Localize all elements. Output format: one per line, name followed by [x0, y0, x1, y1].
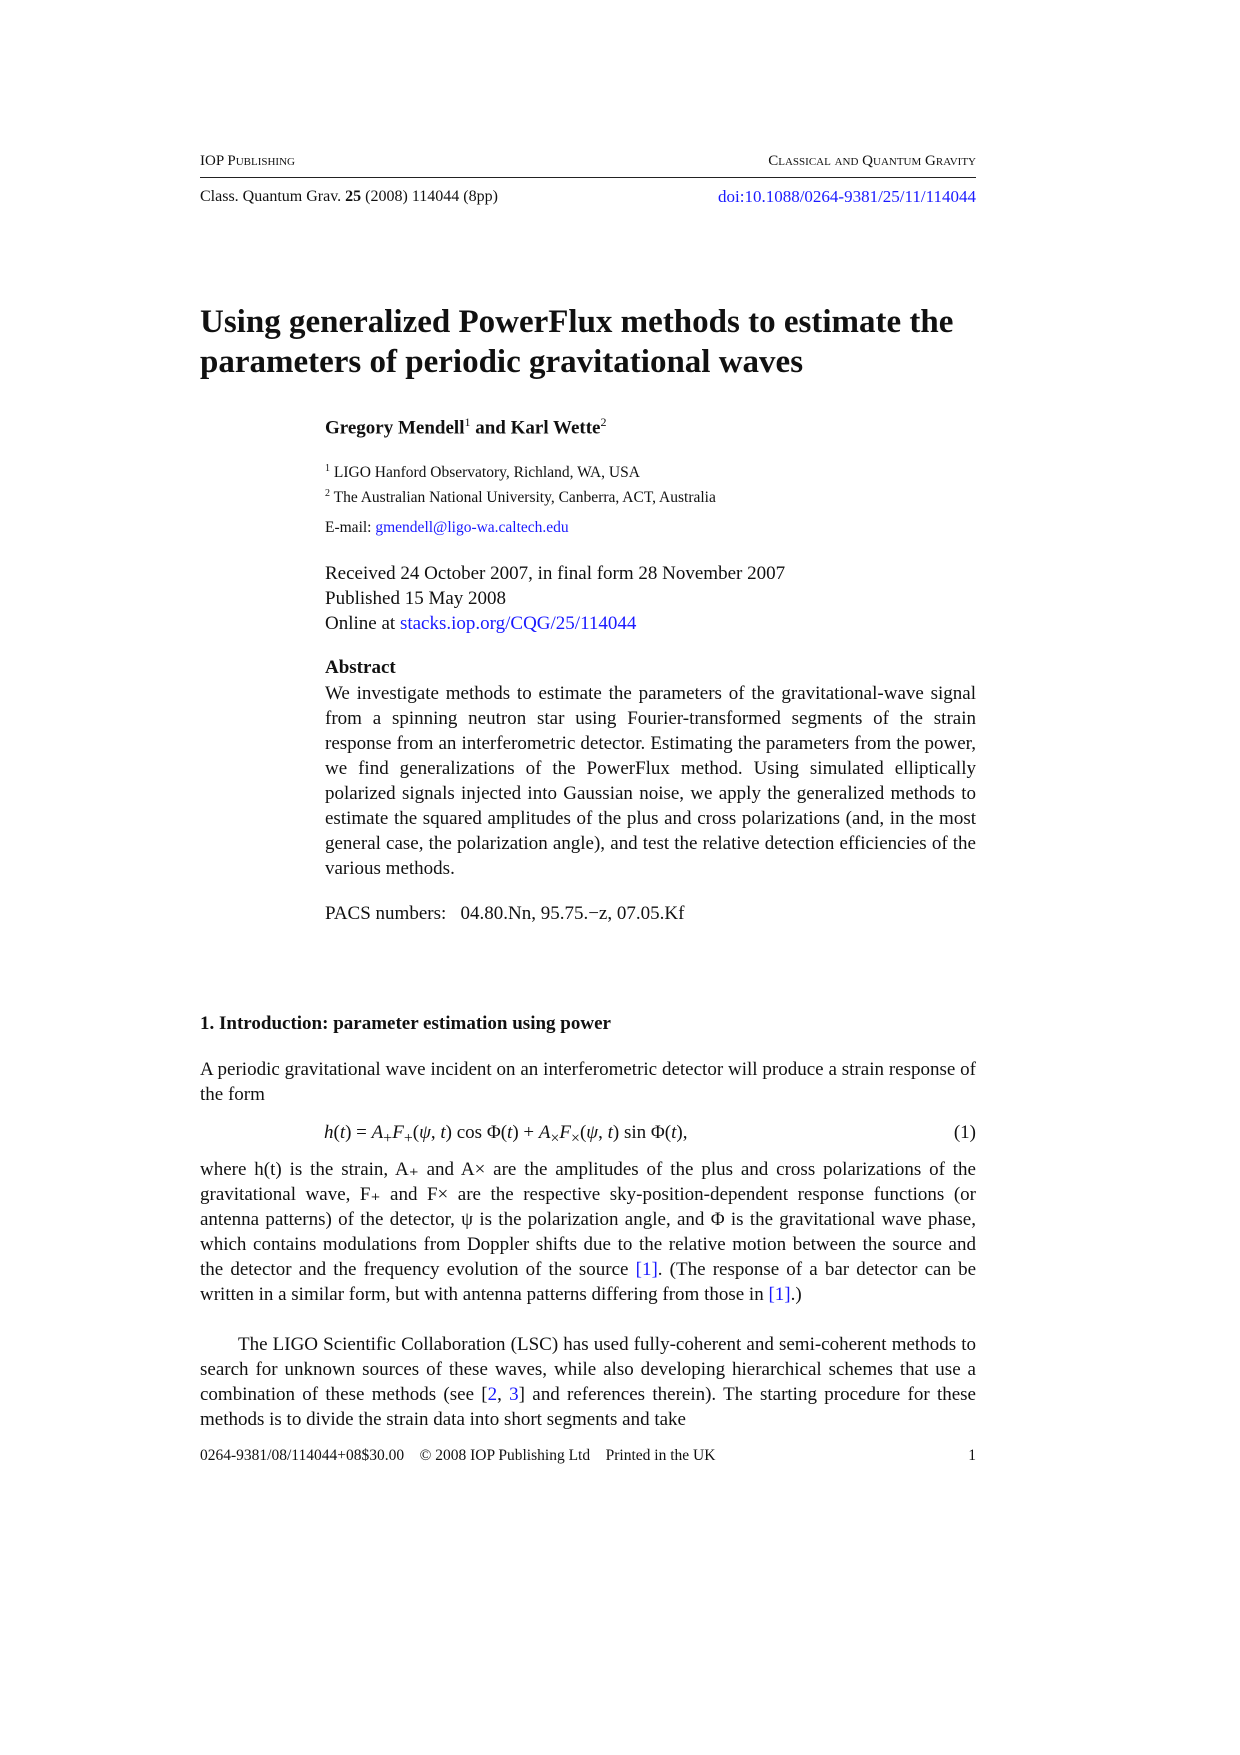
citation-line: Class. Quantum Grav. 25 (2008) 114044 (8pp) [200, 188, 498, 205]
paragraph: A periodic gravitational wave incident on an interferometric detector will produce a strain response of the form [200, 1059, 976, 1105]
section-heading: 1. Introduction: parameter estimation using power [200, 1013, 611, 1034]
affiliation: $^1$ LIGO Hanford Observatory, Richland, WA, USA [325, 463, 640, 482]
doi-link[interactable]: doi:10.1088/0264-9381/25/11/114044 [718, 187, 976, 206]
paper-title: Using generalized PowerFlux methods to estimate the parameters of periodic gravitational waves [200, 304, 954, 380]
citation-link[interactable]: [1] [768, 1284, 791, 1305]
published-date: Published 15 May 2008 [325, 588, 507, 609]
running-header-publisher: IOP Publishing [200, 153, 295, 169]
online-link[interactable]: stacks.iop.org/CQG/25/114044 [399, 613, 637, 634]
author-name: Gregory Mendell [325, 417, 465, 439]
citation-link[interactable]: [1] [635, 1259, 658, 1280]
pacs-numbers: PACS numbers: 04.80.Nn, 95.75.−z, 07.05.Kf [325, 903, 685, 924]
affiliation: $^2$ The Australian National University, Canberra, ACT, Australia [325, 488, 716, 507]
footer-info: 0264-9381/08/114044+08$30.00 © 2008 IOP Publishing Ltd Printed in the UK [200, 1447, 716, 1464]
volume-number: 25 [345, 188, 362, 205]
citation-link[interactable]: 2 [487, 1384, 498, 1405]
received-date: Received 24 October 2007, in final form 28 November 2007 [325, 563, 786, 584]
header-rule [200, 177, 976, 178]
online-line: Online at stacks.iop.org/CQG/25/114044 [325, 613, 637, 634]
email-link[interactable]: gmendell@ligo-wa.caltech.edu [375, 519, 569, 536]
abstract-text: We investigate methods to estimate the parameters of the gravitational-wave signal from a spinning neutron star using Fourier-transformed segments of the strain response from an interferometric detector. Estimating the parameters from the power, we find generalizations of the PowerFlux method. Using simulated elliptically polarized signals injected into Gaussian noise, we apply the generalized methods to estimate the squared amplitudes of the plus and cross polarizations (and, in the most general case, the polarization angle), and test the relative detection efficiencies of the various methods. [325, 683, 976, 879]
citation-link[interactable]: 3 [509, 1384, 519, 1405]
paragraph: where h(t) is the strain, A₊ and A× are the amplitudes of the plus and cross polarizations of the gravitational wave, F₊ and F× are the respective sky-position-dependent response functions (or antenna patterns) of the detector, ψ is the polarization angle, and Φ is the gravitational wave phase, which contains modulations from Doppler shifts due to the relative motion between the source and the detector and the frequency evolution of the source [1]. (The response of a bar detector can be written in a similar form, but with antenna patterns differing from those in [1].) [200, 1159, 977, 1305]
abstract-heading: Abstract [325, 657, 396, 678]
author-list: Gregory Mendell$^1$ and Karl Wette$^2$ [325, 415, 607, 439]
equation-1: $h(t) = A_+F_+(\psi$, t) $\cos \Phi(t) + A_\times F_\times(\psi$, t) sin Φ(t), [324, 1122, 688, 1147]
equation-number: (1) [953, 1122, 976, 1143]
doi-block [600, 187, 976, 207]
affiliations [325, 458, 716, 508]
running-header-journal: Classical and Quantum Gravity [768, 153, 976, 169]
email-line: E-mail: gmendell@ligo-wa.caltech.edu [325, 519, 569, 536]
paragraph: The LIGO Scientific Collaboration (LSC) has used fully-coherent and semi-coherent methods to search for unknown sources of these waves, while also developing hierarchical schemes that use a combination of these methods (see [2, 3] and references therein). The starting procedure for these methods is to divide the strain data into short segments and take [200, 1334, 976, 1430]
page-number: 1 [968, 1447, 976, 1464]
publication-dates [325, 561, 785, 636]
author-name: Karl Wette [510, 417, 601, 439]
